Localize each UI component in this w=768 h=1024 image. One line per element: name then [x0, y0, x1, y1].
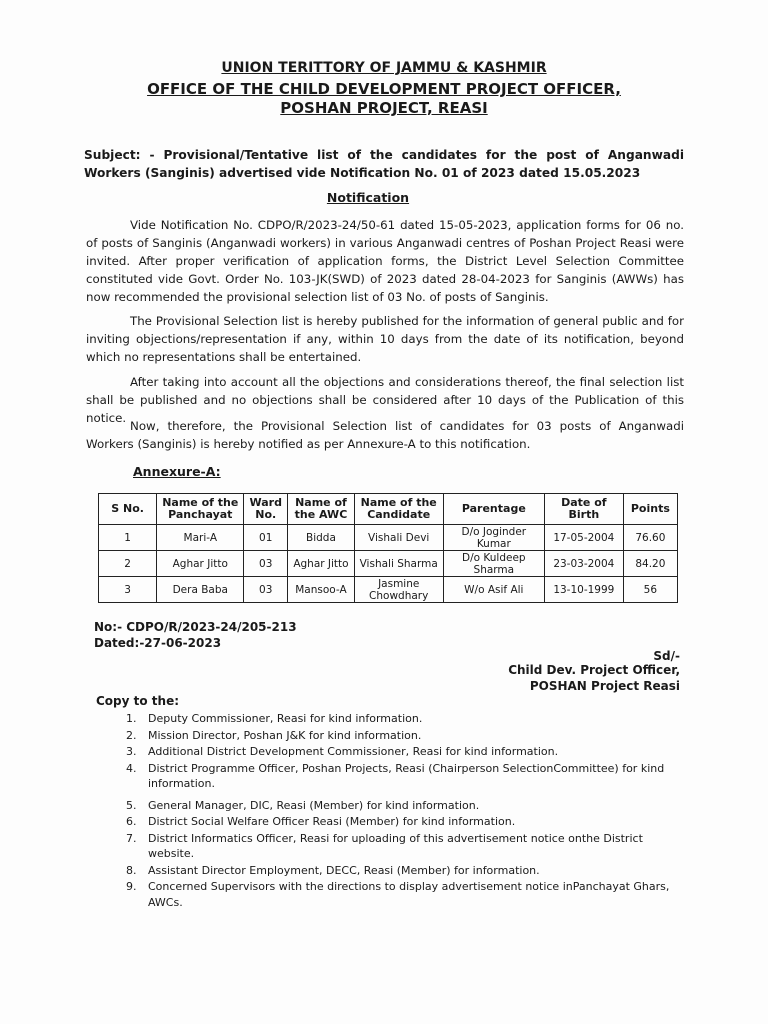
signature-office: POSHAN Project Reasi	[529, 679, 680, 693]
notification-title: Notification	[326, 190, 410, 205]
header-office-name: OFFICE OF THE CHILD DEVELOPMENT PROJECT OFFICER,	[147, 80, 621, 98]
table-row	[99, 577, 678, 603]
col-header-dob: Date of Birth	[544, 494, 623, 525]
cell-awc: Bidda	[288, 525, 354, 551]
cell-parentage: W/o Asif Ali	[443, 577, 544, 603]
selection-table	[98, 493, 678, 603]
list-item-number: 7.	[126, 831, 137, 845]
list-item	[110, 761, 670, 792]
cell-points: 84.20	[623, 551, 677, 577]
list-item	[110, 814, 670, 830]
list-item-number: 6.	[126, 815, 137, 828]
list-item-text: District Informatics Officer, Reasi for uploading of this advertisement notice onthe District website.	[148, 831, 643, 860]
list-item-text: Additional District Development Commissioner, Reasi for kind information.	[148, 745, 559, 758]
cell-candidate: Vishali Devi	[354, 525, 443, 551]
list-item-text: General Manager, DIC, Reasi (Member) for kind information.	[148, 798, 480, 812]
paragraph-3: After taking into account all the objections and considerations thereof, the final selection list shall be published and no objections shall be considered after 10 days of the Publication of this notice.	[86, 375, 684, 425]
list-item-text: Concerned Supervisors with the directions to display advertisement notice inPanchayat Ghars, AWCs.	[148, 880, 670, 909]
subject-line: Subject: - Provisional/Tentative list of the candidates for the post of Anganwadi Workers (Sanginis) advertised vide Notification No. 01 of 2023 dated 15.05.2023	[84, 148, 684, 180]
paragraph-2: The Provisional Selection list is hereby published for the information of general public and for inviting objections/representation if any, within 10 days from the date of its notification, beyond which no representations shall be entertained.	[86, 314, 684, 364]
list-item	[110, 863, 670, 879]
col-header-parentage: Parentage	[443, 494, 544, 525]
cell-awc: Aghar Jitto	[288, 551, 354, 577]
table-row	[99, 525, 678, 551]
cell-ward: 03	[244, 577, 288, 603]
list-item-number: 2.	[126, 728, 137, 742]
col-header-awc: Name of the AWC	[288, 494, 354, 525]
list-item-text: District Programme Officer, Poshan Projects, Reasi (Chairperson SelectionCommittee) for kind information.	[148, 761, 665, 790]
header-ut-name: UNION TERITTORY OF JAMMU & KASHMIR	[221, 60, 547, 76]
cell-candidate: Jasmine Chowdhary	[354, 577, 443, 603]
reference-number: No:- CDPO/R/2023-24/205-213	[94, 620, 297, 634]
col-header-sno: S No.	[99, 494, 157, 525]
reference-date: Dated:-27-06-2023	[94, 636, 222, 650]
cell-dob: 23-03-2004	[544, 551, 623, 577]
list-item-number: 4.	[126, 761, 137, 775]
list-item-text: Assistant Director Employment, DECC, Reasi (Member) for information.	[148, 863, 540, 877]
table-row	[99, 551, 678, 577]
cell-dob: 13-10-1999	[544, 577, 623, 603]
table-header-row	[99, 494, 678, 525]
list-item	[110, 831, 670, 862]
cell-panchayat: Mari-A	[157, 525, 244, 551]
col-header-candidate: Name of the Candidate	[354, 494, 443, 525]
cell-panchayat: Dera Baba	[157, 577, 244, 603]
col-header-ward: Ward No.	[244, 494, 288, 525]
signature-designation: Child Dev. Project Officer,	[508, 663, 680, 677]
list-item-number: 3.	[126, 745, 137, 758]
cell-sno: 2	[99, 551, 157, 577]
copy-to-list	[110, 711, 670, 911]
cell-parentage: D/o Joginder Kumar	[443, 525, 544, 551]
list-item-text: Deputy Commissioner, Reasi for kind information.	[148, 712, 423, 725]
cell-points: 56	[623, 577, 677, 603]
list-item-number: 9.	[126, 880, 137, 893]
list-item-number: 8.	[126, 863, 137, 877]
cell-candidate: Vishali Sharma	[354, 551, 443, 577]
list-item	[110, 744, 670, 760]
cell-sno: 3	[99, 577, 157, 603]
list-item-number: 5.	[126, 798, 137, 812]
list-item	[110, 798, 670, 814]
list-item-text: Mission Director, Poshan J&K for kind information.	[148, 728, 422, 742]
cell-ward: 01	[244, 525, 288, 551]
cell-dob: 17-05-2004	[544, 525, 623, 551]
signature-sd: Sd/-	[653, 649, 680, 663]
header-project-name: POSHAN PROJECT, REASI	[280, 99, 488, 117]
list-item-text: District Social Welfare Officer Reasi (Member) for kind information.	[148, 815, 516, 828]
cell-points: 76.60	[623, 525, 677, 551]
list-item	[110, 879, 670, 910]
cell-sno: 1	[99, 525, 157, 551]
col-header-points: Points	[623, 494, 677, 525]
cell-parentage: D/o Kuldeep Sharma	[443, 551, 544, 577]
list-item	[110, 728, 670, 744]
copy-to-title: Copy to the:	[96, 694, 180, 708]
col-header-panchayat: Name of the Panchayat	[157, 494, 244, 525]
list-item	[110, 711, 670, 727]
annexure-title: Annexure-A:	[133, 464, 221, 479]
cell-awc: Mansoo-A	[288, 577, 354, 603]
cell-ward: 03	[244, 551, 288, 577]
paragraph-1: Vide Notification No. CDPO/R/2023-24/50-61 dated 15-05-2023, application forms for 06 no. of posts of Sanginis (Anganwadi workers) in various Anganwadi centres of Poshan Project Reasi were invited. After proper verification of application forms, the District Level Selection Committee constituted vide Govt. Order No. 103-JK(SWD) of 2023 dated 28-04-2023 for Sanginis (AWWs) has now recommended the provisional selection list of 03 No. of posts of Sanginis.	[86, 218, 684, 304]
list-item-number: 1.	[126, 712, 137, 725]
paragraph-4: Now, therefore, the Provisional Selection list of candidates for 03 posts of Anganwadi Workers (Sanginis) is hereby notified as per Annexure-A to this notification.	[86, 419, 684, 451]
cell-panchayat: Aghar Jitto	[157, 551, 244, 577]
